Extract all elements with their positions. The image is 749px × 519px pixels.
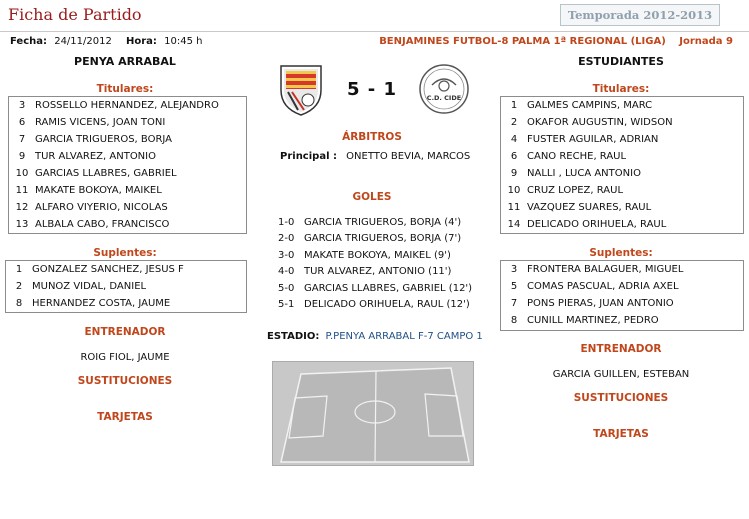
player-name[interactable]: FUSTER AGUILAR, ADRIAN: [527, 134, 659, 145]
away-titular-row[interactable]: [501, 182, 743, 199]
away-titular-row[interactable]: [501, 148, 743, 165]
player-number: 1: [510, 100, 518, 111]
away-tarjetas-label: TARJETAS: [593, 428, 649, 440]
goal-scorer: GARCIAS LLABRES, GABRIEL (12'): [304, 282, 473, 294]
player-name[interactable]: CANO RECHE, RAUL: [527, 151, 627, 162]
home-titulares-list: [8, 96, 247, 234]
away-titulares-rows: [501, 97, 743, 233]
competition-info: [379, 36, 733, 47]
player-number: 2: [510, 117, 518, 128]
player-name[interactable]: RAMIS VICENS, JOAN TONI: [35, 117, 166, 128]
home-titular-row[interactable]: [9, 97, 246, 114]
home-titular-row[interactable]: [9, 148, 246, 165]
match-score: 5 - 1: [347, 79, 398, 100]
match-time: [126, 36, 202, 47]
player-number: 3: [510, 264, 518, 275]
home-tarjetas-label: TARJETAS: [97, 411, 153, 423]
player-number: 9: [18, 151, 26, 162]
player-name[interactable]: GARCIA TRIGUEROS, BORJA: [35, 134, 173, 145]
home-titular-row[interactable]: [9, 182, 246, 199]
match-date: [10, 36, 112, 47]
home-crest-icon: [278, 62, 324, 117]
goal-row: [278, 280, 478, 297]
hora-value: 10:45 h: [164, 36, 203, 47]
player-name[interactable]: OKAFOR AUGUSTIN, WIDSON: [527, 117, 673, 128]
player-number: 9: [510, 168, 518, 179]
player-number: 1: [15, 264, 23, 275]
away-suplente-row[interactable]: [501, 312, 743, 329]
player-name[interactable]: TUR ALVAREZ, ANTONIO: [35, 151, 156, 162]
away-titulares-list: [500, 96, 744, 234]
goal-score: 1-0: [278, 216, 295, 228]
player-name[interactable]: ALBALA CABO, FRANCISCO: [35, 219, 170, 230]
away-suplente-row[interactable]: [501, 261, 743, 278]
goal-scorer: GARCIA TRIGUEROS, BORJA (4'): [304, 216, 462, 228]
away-suplentes-label: Suplentes:: [589, 247, 653, 259]
home-suplentes-label: Suplentes:: [93, 247, 157, 259]
home-titular-row[interactable]: [9, 199, 246, 216]
goals-rows: [278, 214, 478, 313]
player-number: 10: [15, 168, 29, 179]
goal-row: [278, 264, 478, 281]
home-titular-row[interactable]: [9, 114, 246, 131]
home-titular-row[interactable]: [9, 165, 246, 182]
player-number: 12: [15, 202, 29, 213]
home-titulares-label: Titulares:: [96, 83, 154, 95]
estadio-name[interactable]: P.PENYA ARRABAL F-7 CAMPO 1: [325, 331, 483, 342]
goal-row: [278, 297, 478, 314]
away-crest-text: C.D. CIDE: [426, 94, 462, 102]
goal-scorer: TUR ALVAREZ, ANTONIO (11'): [304, 266, 452, 278]
principal-label: Principal :: [280, 151, 337, 162]
player-number: 2: [15, 281, 23, 292]
home-sustituciones-label: SUSTITUCIONES: [77, 375, 173, 387]
goal-scorer: DELICADO ORIHUELA, RAUL (12'): [304, 299, 470, 311]
player-name[interactable]: VAZQUEZ SUARES, RAUL: [527, 202, 652, 213]
player-number: 6: [510, 151, 518, 162]
away-titular-row[interactable]: [501, 114, 743, 131]
player-name[interactable]: GONZALEZ SANCHEZ, JESUS F: [32, 264, 184, 275]
player-name[interactable]: ROSSELLO HERNANDEZ, ALEJANDRO: [35, 100, 219, 111]
title-divider: [0, 31, 749, 32]
player-number: 4: [510, 134, 518, 145]
home-titular-row[interactable]: [9, 216, 246, 233]
home-suplente-row[interactable]: [6, 261, 246, 278]
away-titular-row[interactable]: [501, 97, 743, 114]
goal-score: 5-1: [278, 299, 295, 311]
player-name[interactable]: FRONTERA BALAGUER, MIGUEL: [527, 264, 684, 275]
player-number: 3: [18, 100, 26, 111]
player-name[interactable]: MUÑOZ VIDAL, DANIEL: [32, 281, 147, 292]
away-suplente-row[interactable]: [501, 295, 743, 312]
player-number: 11: [507, 202, 521, 213]
player-number: 6: [18, 117, 26, 128]
player-name[interactable]: MAKATE BOKOYA, MAIKEL: [35, 185, 162, 196]
player-number: 13: [15, 219, 29, 230]
away-entrenador: GARCIA GUILLEN, ESTEBAN: [552, 369, 690, 380]
goal-scorer: GARCIA TRIGUEROS, BORJA (7'): [304, 233, 462, 245]
player-name[interactable]: PONS PIERAS, JUAN ANTONIO: [527, 298, 674, 309]
player-name[interactable]: COMAS PASCUAL, ADRIA AXEL: [527, 281, 679, 292]
goal-scorer: MAKATE BOKOYA, MAIKEL (9'): [304, 249, 451, 261]
player-number: 10: [507, 185, 521, 196]
away-titular-row[interactable]: [501, 165, 743, 182]
player-name[interactable]: GALMES CAMPINS, MARC: [527, 100, 653, 111]
player-number: 11: [15, 185, 29, 196]
player-number: 5: [510, 281, 518, 292]
away-sustituciones-label: SUSTITUCIONES: [573, 392, 669, 404]
home-suplentes-list: [5, 260, 247, 313]
goals-list: [278, 214, 478, 313]
home-suplentes-rows: [6, 261, 246, 312]
goles-label: GOLES: [352, 191, 392, 203]
player-number: 8: [510, 315, 518, 326]
principal-name: ONETTO BEVIA, MARCOS: [346, 151, 471, 162]
away-team-name[interactable]: ESTUDIANTES: [578, 55, 664, 68]
away-titulares-label: Titulares:: [592, 83, 650, 95]
home-entrenador: ROIG FIOL, JAUME: [80, 352, 170, 363]
fecha-value: 24/11/2012: [54, 36, 112, 47]
goal-score: 2-0: [278, 233, 295, 245]
away-suplentes-rows: [501, 261, 743, 329]
goal-row: [278, 231, 478, 248]
home-titulares-rows: [9, 97, 246, 233]
player-number: 14: [507, 219, 521, 230]
away-entrenador-label: ENTRENADOR: [580, 343, 662, 355]
goal-score: 3-0: [278, 249, 295, 261]
player-name[interactable]: ALFARO VIYERIO, NICOLAS: [35, 202, 168, 213]
competition-name[interactable]: BENJAMINES FUTBOL-8 PALMA 1ª REGIONAL (LIGA): [379, 36, 666, 47]
football-field-image: [272, 361, 474, 466]
fecha-label: Fecha:: [10, 36, 48, 47]
goal-row: [278, 214, 478, 231]
player-name[interactable]: CRUZ LOPEZ, RAUL: [527, 185, 624, 196]
player-number: 8: [15, 298, 23, 309]
principal-referee: [280, 151, 470, 162]
hora-label: Hora:: [126, 36, 157, 47]
home-entrenador-label: ENTRENADOR: [84, 326, 166, 338]
home-suplente-row[interactable]: [6, 295, 246, 312]
estadio-label: ESTADIO:: [267, 331, 320, 342]
home-team-name[interactable]: PENYA ARRABAL: [74, 55, 176, 68]
stadium-info: [267, 331, 483, 342]
arbitros-label: ÁRBITROS: [342, 131, 402, 143]
jornada: Jornada 9: [679, 36, 733, 47]
player-name[interactable]: NALLI , LUCA ANTONIO: [527, 168, 641, 179]
away-suplente-row[interactable]: [501, 278, 743, 295]
away-titular-row[interactable]: [501, 131, 743, 148]
away-crest-icon: [418, 63, 470, 115]
player-name[interactable]: GARCIAS LLABRES, GABRIEL: [35, 168, 177, 179]
away-suplentes-list: [500, 260, 744, 331]
goal-row: [278, 247, 478, 264]
player-name[interactable]: CUNILL MARTINEZ, PEDRO: [527, 315, 659, 326]
away-titular-row[interactable]: [501, 216, 743, 233]
player-number: 7: [510, 298, 518, 309]
page-title: Ficha de Partido: [8, 5, 142, 24]
player-name[interactable]: DELICADO ORIHUELA, RAUL: [527, 219, 667, 230]
home-suplente-row[interactable]: [6, 278, 246, 295]
goal-score: 4-0: [278, 266, 295, 278]
season-tab[interactable]: Temporada 2012-2013: [560, 4, 720, 26]
away-titular-row[interactable]: [501, 199, 743, 216]
player-name[interactable]: HERNANDEZ COSTA, JAUME: [32, 298, 171, 309]
home-titular-row[interactable]: [9, 131, 246, 148]
goal-score: 5-0: [278, 282, 295, 294]
player-number: 7: [18, 134, 26, 145]
